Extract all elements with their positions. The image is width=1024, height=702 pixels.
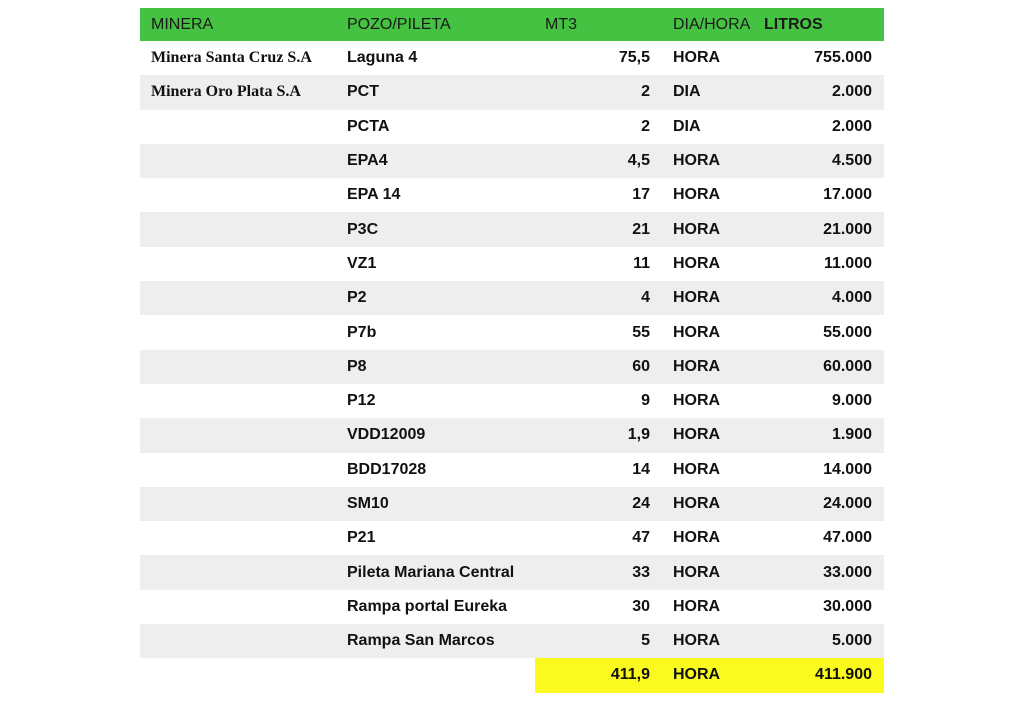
cell-minera: Minera Oro Plata S.A <box>151 83 301 101</box>
header-minera: MINERA <box>151 15 214 33</box>
header-mt3: MT3 <box>545 15 577 33</box>
cell-pozo: P7b <box>347 323 377 341</box>
table-row <box>140 178 884 212</box>
cell-pozo: P21 <box>347 529 376 547</box>
cell-litros: 1.900 <box>831 426 872 444</box>
cell-litros: 24.000 <box>823 495 872 512</box>
cell-pozo: VDD12009 <box>347 426 426 444</box>
cell-litros: 33.000 <box>823 563 872 581</box>
cell-mt3: 14 <box>632 460 650 478</box>
cell-dia-hora: HORA <box>673 186 721 204</box>
table-row <box>140 315 884 349</box>
cell-litros: 11.000 <box>823 254 872 272</box>
cell-pozo: BDD17028 <box>347 460 427 478</box>
cell-litros: 5.000 <box>831 632 872 650</box>
cell-litros: 17.000 <box>823 186 872 204</box>
cell-mt3: 55 <box>632 323 650 341</box>
cell-dia-hora: HORA <box>673 460 721 478</box>
cell-pozo: Laguna 4 <box>347 49 418 67</box>
cell-litros: 9.000 <box>831 392 872 410</box>
cell-mt3: 4,5 <box>627 152 650 170</box>
cell-litros: 4.000 <box>831 289 872 307</box>
cell-mt3: 5 <box>641 632 650 650</box>
total-row <box>140 658 884 692</box>
cell-dia-hora: HORA <box>673 597 721 615</box>
cell-litros: 2.000 <box>831 83 872 101</box>
cell-dia-hora: HORA <box>673 426 721 444</box>
cell-pozo: EPA4 <box>347 152 388 170</box>
cell-litros: 4.500 <box>831 152 872 170</box>
cell-mt3: 2 <box>641 117 650 135</box>
cell-dia-hora: HORA <box>673 392 721 410</box>
table-row <box>140 212 884 246</box>
cell-dia-hora: HORA <box>673 529 721 547</box>
table-row <box>140 144 884 178</box>
cell-litros: 60.000 <box>823 357 872 375</box>
cell-mt3: 30 <box>632 597 650 615</box>
cell-dia-hora: HORA <box>673 220 721 238</box>
cell-dia-hora: HORA <box>673 152 721 170</box>
table-row <box>140 247 884 281</box>
cell-dia-hora: HORA <box>673 323 721 341</box>
table-row <box>140 487 884 521</box>
cell-pozo: PCT <box>347 83 379 101</box>
table-row <box>140 590 884 624</box>
table-row <box>140 110 884 144</box>
table-row <box>140 521 884 555</box>
table-row <box>140 281 884 315</box>
cell-litros: 755.000 <box>814 49 872 67</box>
cell-pozo: P3C <box>347 220 379 238</box>
cell-litros: 14.000 <box>823 460 872 478</box>
cell-mt3: 9 <box>641 392 650 410</box>
cell-dia-hora: HORA <box>673 49 721 67</box>
cell-mt3: 1,9 <box>627 426 650 444</box>
cell-pozo: Rampa portal Eureka <box>347 597 508 615</box>
header-dia-hora: DIA/HORA <box>673 15 751 33</box>
cell-dia-hora: HORA <box>673 563 721 581</box>
cell-dia-hora: HORA <box>673 357 721 375</box>
water-table <box>140 8 884 693</box>
cell-dia-hora: HORA <box>673 632 721 650</box>
cell-mt3: 75,5 <box>618 49 650 67</box>
cell-pozo: PCTA <box>347 117 390 135</box>
cell-dia-hora: DIA <box>673 83 701 101</box>
table-row <box>140 350 884 384</box>
cell-litros: 30.000 <box>823 597 872 615</box>
cell-dia-hora: DIA <box>673 117 701 135</box>
header-pozo: POZO/PILETA <box>347 15 451 33</box>
cell-mt3: 11 <box>633 254 650 272</box>
total-dia-hora: HORA <box>655 658 758 692</box>
cell-pozo: P12 <box>347 392 376 410</box>
cell-pozo: Pileta Mariana Central <box>347 563 515 581</box>
total-mt3: 411,9 <box>535 658 655 692</box>
cell-litros: 2.000 <box>831 117 872 135</box>
cell-dia-hora: HORA <box>673 495 721 512</box>
table-row <box>140 624 884 658</box>
cell-mt3: 24 <box>632 495 650 512</box>
cell-mt3: 21 <box>632 220 650 238</box>
cell-mt3: 47 <box>632 529 650 547</box>
cell-pozo: P2 <box>347 289 367 307</box>
table-body <box>140 41 884 658</box>
header-litros: LITROS <box>764 15 823 33</box>
table-row <box>140 453 884 487</box>
cell-litros: 55.000 <box>823 323 872 341</box>
total-litros: 411.900 <box>758 658 884 692</box>
cell-litros: 47.000 <box>823 529 872 547</box>
cell-pozo: Rampa San Marcos <box>347 632 495 650</box>
table-header <box>140 8 884 41</box>
cell-mt3: 33 <box>632 563 650 581</box>
table-row <box>140 418 884 452</box>
table-row <box>140 41 884 75</box>
cell-litros: 21.000 <box>823 220 872 238</box>
cell-pozo: VZ1 <box>347 254 377 272</box>
table-row <box>140 384 884 418</box>
cell-pozo: EPA 14 <box>347 186 401 204</box>
cell-pozo: SM10 <box>347 495 389 512</box>
table-row <box>140 555 884 589</box>
cell-pozo: P8 <box>347 357 367 375</box>
cell-dia-hora: HORA <box>673 289 721 307</box>
cell-mt3: 60 <box>632 357 650 375</box>
cell-dia-hora: HORA <box>673 254 721 272</box>
cell-mt3: 17 <box>632 186 650 204</box>
cell-minera: Minera Santa Cruz S.A <box>151 49 312 67</box>
table-row <box>140 75 884 109</box>
cell-mt3: 4 <box>641 289 650 307</box>
cell-mt3: 2 <box>641 83 650 101</box>
